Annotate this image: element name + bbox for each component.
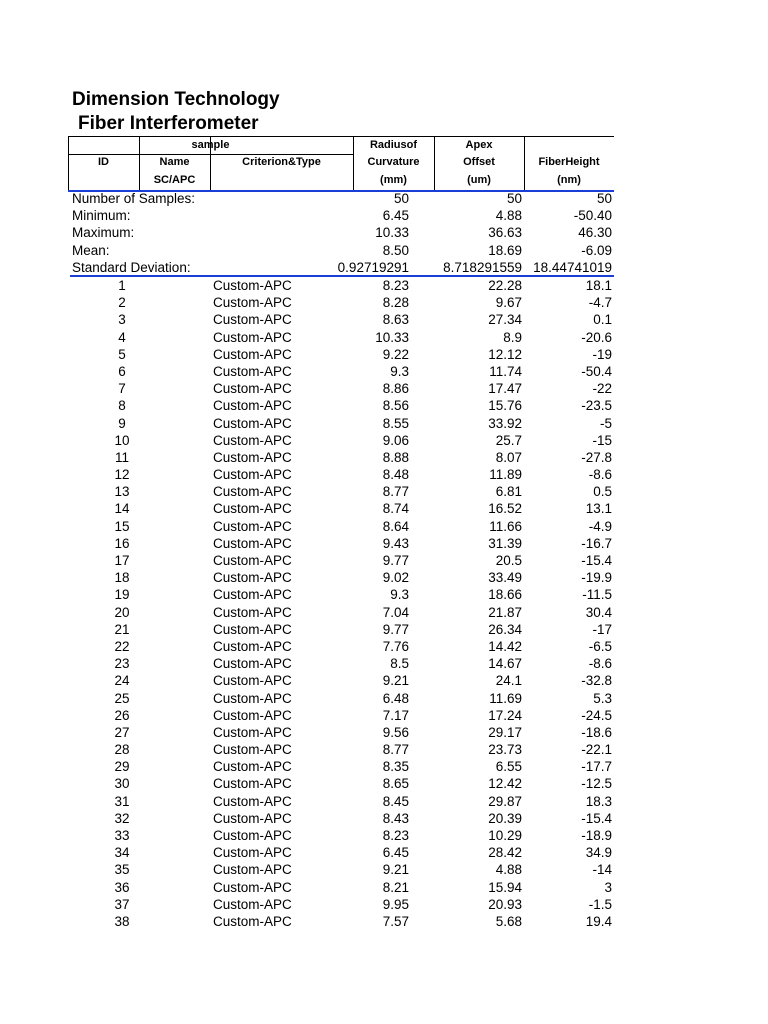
table-row [70,638,614,655]
cell-apex: 5.68 [495,913,522,929]
cell-apex: 21.87 [488,604,522,620]
header-sc-apc: SC/APC [153,174,196,186]
table-row [70,397,614,414]
cell-id: 10 [114,432,130,448]
cell-height: -16.7 [581,535,612,551]
cell-apex: 4.88 [495,862,522,878]
cell-id: 11 [114,449,129,465]
cell-id: 22 [114,638,130,654]
cell-type: Custom-APC [213,535,292,551]
table-row [70,415,614,432]
cell-id: 28 [114,742,130,758]
cell-radius: 8.23 [382,278,409,293]
cell-height: -32.8 [581,673,612,689]
cell-height: -20.6 [581,329,612,345]
cell-height: -17.7 [581,759,612,775]
table-row [70,896,614,913]
statistics-block [70,190,614,276]
table-row [70,655,614,672]
cell-id: 24 [114,673,130,689]
cell-apex: 11.89 [489,467,522,483]
table-row [70,569,614,586]
cell-type: Custom-APC [213,449,292,465]
cell-type: Custom-APC [213,656,292,672]
cell-apex: 27.34 [488,312,522,328]
cell-apex: 24.1 [495,673,522,689]
cell-height: 18.3 [585,793,612,809]
cell-type: Custom-APC [213,896,292,912]
cell-type: Custom-APC [213,346,292,362]
cell-height: -5 [599,415,612,431]
stat-radius: 8.50 [382,242,409,258]
stat-apex: 36.63 [488,225,522,241]
cell-height: -22.1 [581,742,612,758]
cell-height: -14 [592,862,612,878]
cell-id: 35 [114,862,130,878]
header-sample: sample [191,139,230,151]
cell-id: 38 [114,913,130,929]
cell-radius: 7.57 [382,913,409,929]
cell-radius: 9.43 [382,535,409,551]
cell-type: Custom-APC [213,329,292,345]
cell-radius: 7.04 [382,604,409,620]
cell-apex: 14.42 [488,638,522,654]
cell-radius: 8.56 [382,398,409,414]
cell-type: Custom-APC [213,363,292,379]
table-row [70,775,614,792]
cell-type: Custom-APC [213,381,292,397]
table-row [70,311,614,328]
stat-apex: 4.88 [495,208,522,224]
cell-id: 6 [118,363,126,379]
cell-apex: 31.39 [488,535,522,551]
header-name: Name [159,156,190,168]
stat-row [70,259,614,276]
stat-label: Minimum: [72,208,131,224]
cell-radius: 9.02 [382,570,409,586]
cell-type: Custom-APC [213,638,292,654]
cell-height: -17 [592,621,612,637]
cell-radius: 8.63 [382,312,409,328]
report-subtitle: Fiber Interferometer [78,113,259,134]
cell-apex: 22.28 [488,278,522,293]
cell-apex: 17.47 [488,381,522,397]
cell-id: 14 [114,501,130,517]
header-apex-3: (um) [467,174,491,186]
cell-apex: 20.5 [495,553,522,568]
table-row [70,466,614,483]
cell-id: 32 [114,810,130,826]
cell-radius: 9.77 [382,553,409,568]
table-row [70,793,614,810]
stat-label: Standard Deviation: [72,259,191,275]
cell-height: 5.3 [593,690,612,706]
cell-radius: 9.77 [382,621,409,637]
cell-height: -11.5 [582,587,612,603]
cell-type: Custom-APC [213,828,292,843]
header-fiber-2: (nm) [557,174,581,186]
cell-type: Custom-APC [213,913,292,929]
table-row [70,672,614,689]
stat-radius: 50 [393,191,409,206]
cell-type: Custom-APC [213,484,292,500]
cell-radius: 9.3 [390,363,409,379]
cell-radius: 8.5 [390,656,409,672]
cell-type: Custom-APC [213,570,292,586]
stat-height: -50.40 [573,208,612,224]
table-row [70,861,614,878]
table-row [70,879,614,896]
cell-radius: 9.56 [382,724,409,740]
cell-height: -15.4 [581,810,612,826]
table-row [70,535,614,552]
cell-type: Custom-APC [213,501,292,517]
cell-apex: 9.67 [495,295,522,311]
cell-apex: 20.93 [488,896,522,912]
table-header [68,136,614,192]
table-row [70,552,614,569]
stat-apex: 18.69 [488,242,522,258]
cell-type: Custom-APC [213,312,292,328]
cell-type: Custom-APC [213,673,292,689]
cell-type: Custom-APC [213,724,292,740]
stat-row [70,224,614,241]
cell-apex: 29.17 [488,724,522,740]
cell-type: Custom-APC [213,690,292,706]
cell-apex: 23.73 [488,742,522,758]
cell-id: 20 [114,604,130,620]
cell-apex: 11.74 [489,363,522,379]
cell-id: 19 [114,587,130,603]
cell-id: 31 [114,793,130,809]
sample-rows [70,277,614,930]
cell-radius: 8.43 [382,810,409,826]
cell-apex: 11.69 [489,690,522,706]
cell-type: Custom-APC [213,604,292,620]
cell-radius: 7.17 [382,707,409,723]
cell-type: Custom-APC [213,278,292,293]
cell-apex: 18.66 [488,587,522,603]
cell-id: 36 [114,879,130,895]
cell-id: 23 [114,656,130,672]
table-row [70,724,614,741]
cell-id: 33 [114,828,130,843]
cell-height: -6.5 [588,638,612,654]
table-row [70,758,614,775]
cell-id: 5 [118,346,126,362]
cell-radius: 8.77 [382,742,409,758]
cell-radius: 8.23 [382,828,409,843]
table-row [70,913,614,930]
cell-type: Custom-APC [213,742,292,758]
cell-height: -4.9 [588,518,612,534]
table-row [70,432,614,449]
cell-height: -8.6 [588,467,612,483]
cell-height: -1.5 [588,896,612,912]
cell-height: 34.9 [585,845,612,861]
stat-radius: 0.92719291 [337,259,409,275]
cell-id: 2 [118,295,126,311]
cell-type: Custom-APC [213,553,292,568]
cell-id: 18 [114,570,130,586]
cell-height: -24.5 [581,707,612,723]
cell-id: 27 [114,724,130,740]
cell-type: Custom-APC [213,467,292,483]
cell-apex: 26.34 [488,621,522,637]
cell-radius: 8.55 [382,415,409,431]
cell-radius: 8.35 [382,759,409,775]
cell-height: -4.7 [588,295,612,311]
cell-apex: 15.94 [488,879,522,895]
table-row [70,621,614,638]
header-apex-1: Apex [465,139,493,151]
cell-id: 21 [114,621,130,637]
cell-type: Custom-APC [213,862,292,878]
cell-apex: 16.52 [488,501,522,517]
cell-apex: 14.67 [488,656,522,672]
cell-height: 18.1 [585,278,612,293]
table-row [70,483,614,500]
cell-type: Custom-APC [213,776,292,792]
stat-row [70,242,614,259]
cell-type: Custom-APC [213,621,292,637]
cell-radius: 8.74 [382,501,409,517]
cell-radius: 7.76 [382,638,409,654]
stat-apex: 8.718291559 [443,259,522,275]
cell-radius: 9.21 [382,862,409,878]
header-radius-3: (mm) [380,174,407,186]
cell-apex: 15.76 [488,398,522,414]
stat-row [70,207,614,224]
cell-id: 12 [114,467,130,483]
cell-height: 3 [604,879,612,895]
cell-apex: 10.29 [488,828,522,843]
stat-radius: 6.45 [382,208,409,224]
cell-radius: 8.45 [382,793,409,809]
table-row [70,707,614,724]
cell-apex: 29.87 [488,793,522,809]
cell-height: -22 [592,381,612,397]
table-row [70,586,614,603]
cell-apex: 28.42 [488,845,522,861]
cell-type: Custom-APC [213,879,292,895]
cell-apex: 20.39 [488,810,522,826]
cell-apex: 25.7 [495,432,522,448]
table-row [70,844,614,861]
cell-height: 0.5 [593,484,612,500]
cell-id: 29 [114,759,130,775]
cell-radius: 6.45 [382,845,409,861]
cell-id: 1 [118,278,126,293]
cell-height: 30.4 [585,604,612,620]
header-fiber-1: FiberHeight [538,156,600,168]
cell-height: 0.1 [593,312,612,328]
table-row [70,518,614,535]
table-row [70,329,614,346]
table-row [70,741,614,758]
header-apex-2: Offset [463,156,495,168]
cell-id: 9 [118,415,126,431]
stat-label: Mean: [72,242,110,258]
stat-label: Maximum: [72,225,135,241]
stat-height: 18.44741019 [533,259,612,275]
cell-id: 15 [114,518,130,534]
header-radius-1: Radiusof [369,139,418,151]
cell-id: 37 [114,896,130,912]
table-row [70,690,614,707]
cell-height: 13.1 [585,501,612,517]
cell-type: Custom-APC [213,845,292,861]
cell-type: Custom-APC [213,707,292,723]
cell-apex: 12.12 [488,346,522,362]
cell-radius: 8.65 [382,776,409,792]
table-row [70,500,614,517]
cell-radius: 8.21 [382,879,409,895]
cell-radius: 8.86 [382,381,409,397]
cell-id: 34 [114,845,130,861]
cell-height: -19 [592,346,612,362]
table-row [70,827,614,844]
cell-radius: 8.88 [382,449,409,465]
cell-height: -15.4 [581,553,612,568]
stat-height: 46.30 [578,225,612,241]
header-radius-2: Curvature [367,156,420,168]
cell-apex: 17.24 [488,707,522,723]
table-row [70,380,614,397]
cell-id: 17 [114,553,130,568]
cell-apex: 6.81 [495,484,522,500]
cell-height: -50.4 [581,363,612,379]
cell-height: -23.5 [581,398,612,414]
cell-radius: 10.33 [375,329,409,345]
table-row [70,810,614,827]
cell-apex: 11.66 [489,518,522,534]
report-title: Dimension Technology [72,89,280,110]
cell-type: Custom-APC [213,432,292,448]
cell-type: Custom-APC [213,398,292,414]
table-row [70,449,614,466]
cell-radius: 6.48 [382,690,409,706]
cell-type: Custom-APC [213,518,292,534]
cell-radius: 9.22 [382,346,409,362]
cell-radius: 9.95 [382,896,409,912]
cell-id: 3 [118,312,126,328]
stat-row [70,190,614,207]
cell-type: Custom-APC [213,810,292,826]
cell-height: -12.5 [581,776,612,792]
table-row [70,294,614,311]
cell-id: 30 [114,776,130,792]
cell-height: 19.4 [585,913,612,929]
cell-type: Custom-APC [213,415,292,431]
stat-height: 50 [596,191,612,206]
cell-radius: 8.77 [382,484,409,500]
cell-type: Custom-APC [213,793,292,809]
cell-height: -15 [592,432,612,448]
header-criterion: Criterion&Type [242,156,321,168]
table-row [70,346,614,363]
cell-type: Custom-APC [213,295,292,311]
cell-radius: 9.21 [382,673,409,689]
cell-id: 7 [118,381,126,397]
table-row [70,363,614,380]
cell-height: -18.6 [581,724,612,740]
cell-apex: 33.92 [488,415,522,431]
cell-id: 16 [114,535,130,551]
cell-height: -8.6 [588,656,612,672]
cell-radius: 8.64 [382,518,409,534]
cell-apex: 12.42 [488,776,522,792]
cell-type: Custom-APC [213,587,292,603]
stat-label: Number of Samples: [72,191,196,206]
cell-height: -18.9 [581,828,612,843]
cell-radius: 8.48 [382,467,409,483]
cell-height: -27.8 [581,449,612,465]
table-row [70,604,614,621]
header-id: ID [98,156,109,168]
stat-apex: 50 [506,191,522,206]
cell-type: Custom-APC [213,759,292,775]
cell-radius: 9.06 [382,432,409,448]
stat-radius: 10.33 [375,225,409,241]
cell-id: 4 [118,329,126,345]
table-row [70,277,614,294]
cell-apex: 8.9 [503,329,522,345]
cell-radius: 8.28 [382,295,409,311]
stat-height: -6.09 [581,242,612,258]
cell-id: 25 [114,690,130,706]
cell-id: 13 [114,484,130,500]
cell-id: 8 [118,398,126,414]
cell-apex: 33.49 [488,570,522,586]
cell-id: 26 [114,707,130,723]
cell-height: -19.9 [581,570,612,586]
cell-apex: 8.07 [495,449,522,465]
cell-radius: 9.3 [390,587,409,603]
cell-apex: 6.55 [495,759,522,775]
